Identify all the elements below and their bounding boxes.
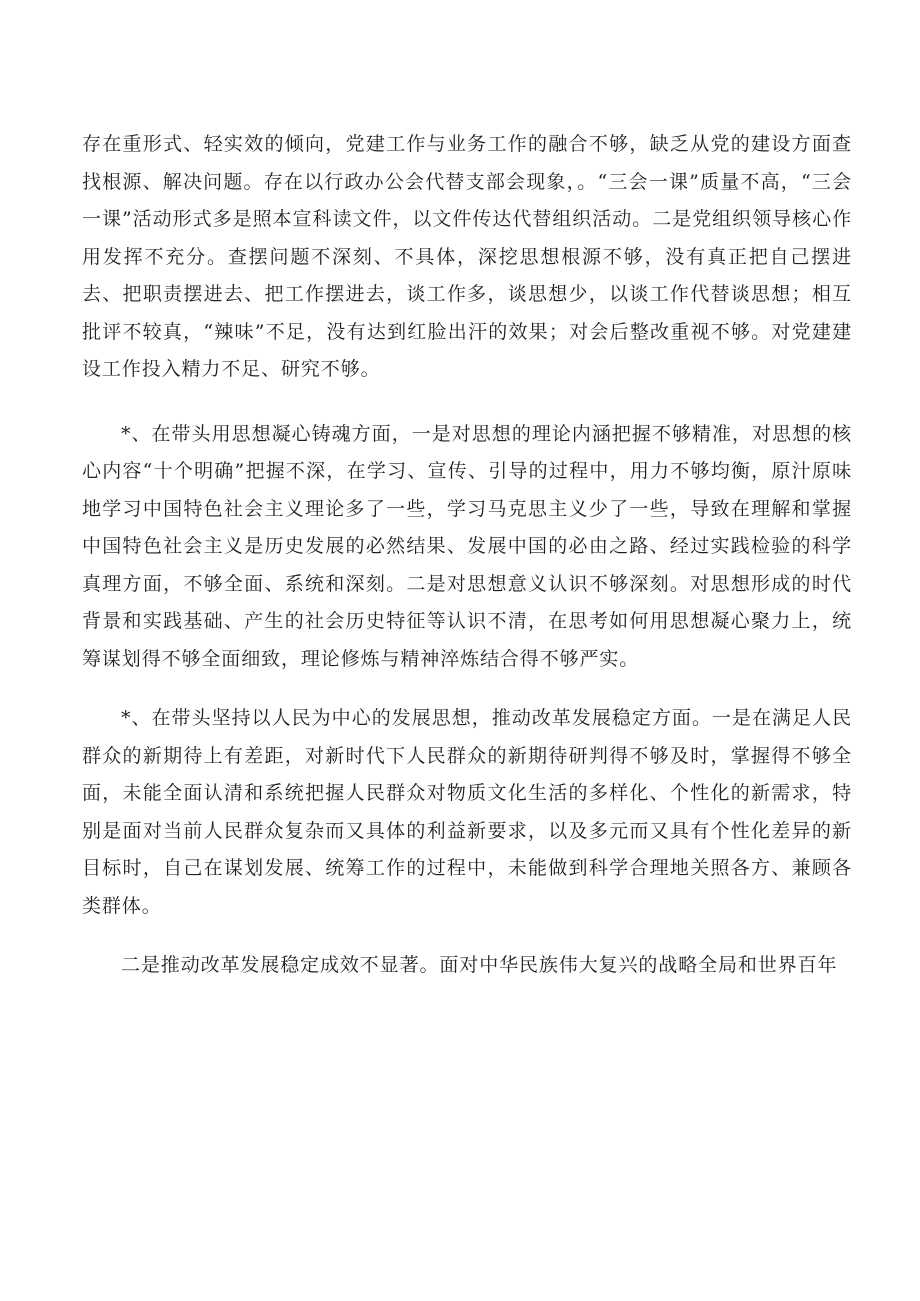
paragraph-2: *、在带头用思想凝心铸魂方面，一是对思想的理论内涵把握不够精准，对思想的核心内容“十个明确”把握不深，在学习、宣传、引导的过程中，用力不够均衡，原汁原味地学习中国特色社会主义理论多了一些，学习马克思主义少了一些，导致在理解和掌握中国特色社会主义是历史发展的必然结果、发展中国的必由之路、经过实践检验的科学真理方面，不够全面、系统和深刻。二是对思想意义认识不够深刻。对思想形成的时代背景和实践基础、产生的社会历史特征等认识不清，在思考如何用思想凝心聚力上，统筹谋划得不够全面细致，理论修炼与精神淬炼结合得不够严实。 (82, 422, 852, 670)
paragraph-4: 二是推动改革发展稳定成效不显著。面对中华民族伟大复兴的战略全局和世界百年 (121, 954, 838, 976)
document-body (82, 126, 852, 1007)
paragraph-1: 存在重形式、轻实效的倾向，党建工作与业务工作的融合不够，缺乏从党的建设方面查找根源、解决问题。存在以行政办公会代替支部会现象，。“三会一课”质量不高，“三会一课”活动形式多是照本宣科读文件，以文件传达代替组织活动。二是党组织领导核心作用发挥不充分。查摆问题不深刻、不具体，深挖思想根源不够，没有真正把自己摆进去、把职责摆进去、把工作摆进去，谈工作多，谈思想少，以谈工作代替谈思想；相互批评不较真，“辣味”不足，没有达到红脸出汗的效果；对会后整改重视不够。对党建建设工作投入精力不足、研究不够。 (82, 133, 852, 380)
paragraph-3: *、在带头坚持以人民为中心的发展思想，推动改革发展稳定方面。一是在满足人民群众的新期待上有差距，对新时代下人民群众的新期待研判得不够及时，掌握得不够全面，未能全面认清和系统把握人民群众对物质文化生活的多样化、个性化的新需求，特别是面对当前人民群众复杂而又具体的利益新要求，以及多元而又具有个性化差异的新目标时，自己在谋划发展、统筹工作的过程中，未能做到科学合理地关照各方、兼顾各类群体。 (82, 707, 852, 917)
